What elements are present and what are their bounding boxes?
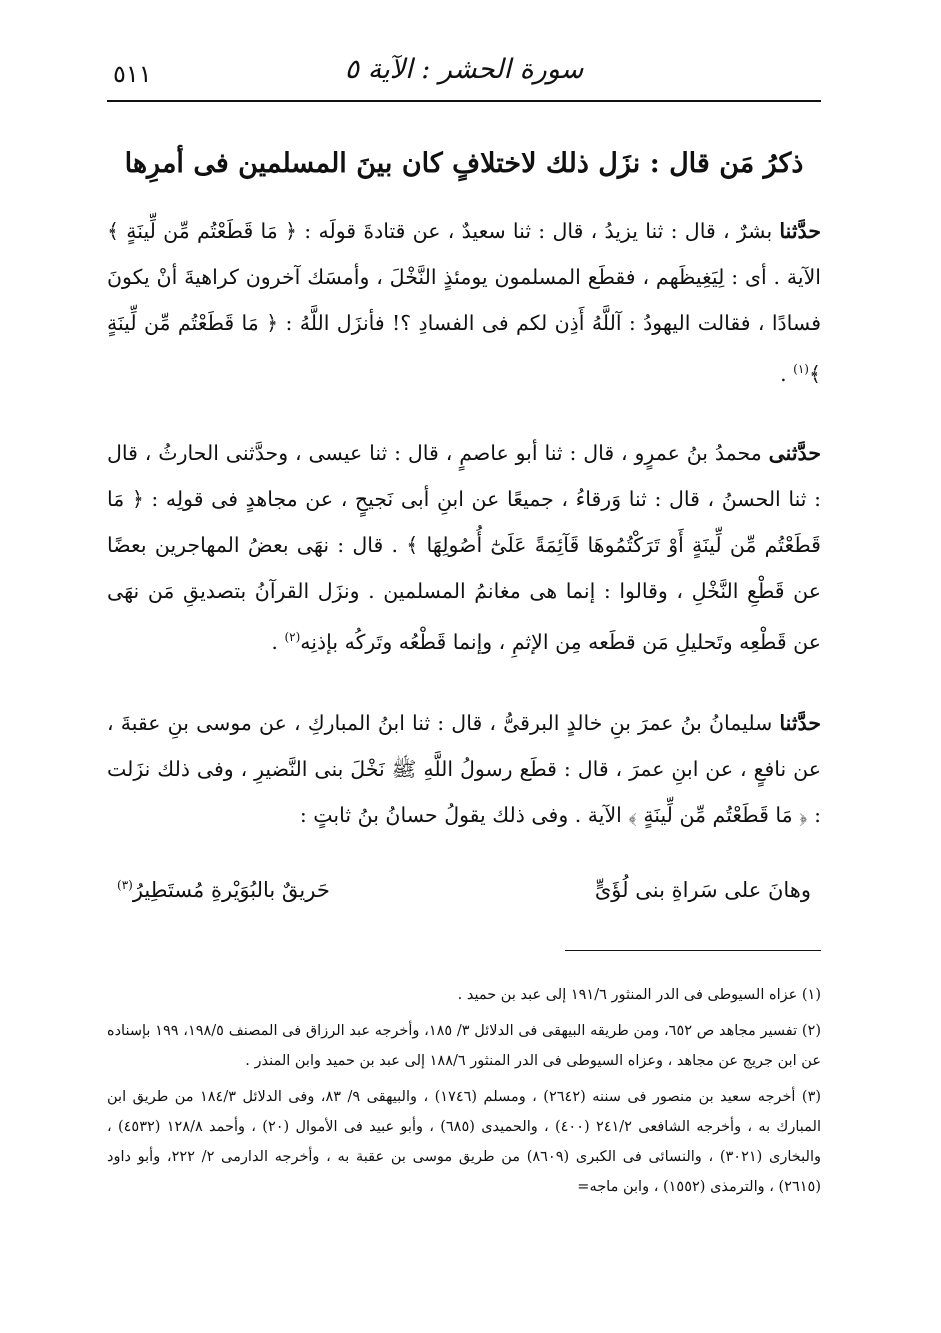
verse-hemistich-1: وهانَ على سَراةِ بنى لُؤَىٍّ xyxy=(594,878,811,902)
paragraph-3 xyxy=(107,700,821,838)
paragraph-lead: حدَّثنا xyxy=(779,711,821,735)
running-header xyxy=(107,40,821,102)
footnote-1: (١) عزاه السيوطى فى الدر المنثور ١٩١/٦ إلى عبد بن حميد . xyxy=(457,987,821,1003)
paragraph-text: محمدُ بنُ عمرٍو ، قال : ثنا أبو عاصمٍ ، قال : ثنا عيسى ، وحدَّثنى الحارثُ ، قال : ثنا الحسنُ ، قال : ثنا وَرقاءُ ، جميعًا عن ابنِ أبى نَجيحٍ ، عن مجاهدٍ فى قولِه : ﴿ مَا قَطَعْتُم مِّن لِّينَةٍ أَوْ تَرَكْتُمُوهَا قَآئِمَةً عَلَىٰٓ أُصُولِهَا ﴾ . قال : نهَى بعضُ المهاجرين بعضًا عن قَطْعِ النَّخْلِ ، وقالوا : إنما هى مغانمُ المسلمين . ونزَل القرآنُ بتصديقِ مَن نهَى عن قَطْعِه وتَحليلِ مَن قطَعه مِن الإثمِ ، وإنما قَطْعُه وتَركُه بإذنِه xyxy=(107,441,821,654)
paragraph-tail: . xyxy=(780,361,794,386)
running-title: سورة الحشر : الآية ٥ xyxy=(344,54,584,85)
footnote-2: (٢) تفسير مجاهد ص ٦٥٢، ومن طريقه البيهقى فى الدلائل ٣/ ١٨٥، وأخرجه عبد الرزاق فى المصنف ١٩٨/٥، ١٩٩ بإسناده عن ابن جريج عن مجاهد ، وعزاه السيوطى فى الدر المنثور ١٨٨/٦ إلى عبد بن حميد وابن المنذر . xyxy=(107,1023,821,1069)
paragraph-lead: حدَّثنى xyxy=(768,441,821,465)
verse-hemistich-2 xyxy=(117,878,330,902)
paragraph-text: سليمانُ بنُ عمرَ بنِ خالدٍ البرقىُّ ، قال : ثنا ابنُ المباركِ ، عن موسى بنِ عقبةَ ، عن نافعٍ ، عن ابنِ عمرَ ، قال : قطَع رسولُ اللَّهِ ﷺ نَخْلَ بنى النَّضيرِ ، وفى ذلك نزَلت : ﴿ مَا قَطَعْتُم مِّن لِّينَةٍ ﴾ الآية . وفى ذلك يقولُ حسانُ بنُ ثابتٍ : xyxy=(107,711,821,827)
footnotes xyxy=(107,980,821,1208)
footnote-ref-3[interactable]: (٣) xyxy=(117,878,133,892)
verse-hemistich-2-text: حَريقٌ بالبُوَيْرةِ مُستَطِيرُ xyxy=(132,878,330,902)
footnote-ref-1[interactable]: (١) xyxy=(793,362,809,376)
paragraph-tail: . xyxy=(271,629,285,654)
book-page xyxy=(107,40,821,1300)
page-number: ٥١١ xyxy=(113,60,152,88)
section-heading: ذكرُ مَن قال : نزَل ذلك لاختلافٍ كان بينَ المسلمين فى أمرِها xyxy=(124,148,804,179)
header-rule xyxy=(107,100,821,102)
paragraph-1 xyxy=(107,208,821,397)
paragraph-lead: حدَّثنا xyxy=(779,219,821,243)
paragraph-2 xyxy=(107,430,821,665)
footnote-ref-2[interactable]: (٢) xyxy=(284,630,301,644)
poetry-verse xyxy=(117,878,811,902)
paragraph-text: بشرٌ ، قال : ثنا يزيدُ ، قال : ثنا سعيدٌ ، عن قتادةَ قولَه : ﴿ مَا قَطَعْتُم مِّن لِّينَةٍ ﴾ الآية . أى : لِيَغِيظَهم ، فقطَع المسلمون يومئذٍ النَّخْلَ ، وأمسَك آخرون كراهيةَ أنْ يكونَ فسادًا ، فقالت اليهودُ : آللَّهُ أَذِن لكم فى الفسادِ ؟! فأنزَل اللَّهُ : ﴿ مَا قَطَعْتُم مِّن لِّينَةٍ ﴾ xyxy=(107,219,821,386)
footnote-separator xyxy=(565,950,821,951)
footnote-3: (٣) أخرجه سعيد بن منصور فى سننه (٢٦٤٢) ، ومسلم (١٧٤٦) ، والبيهقى ٩/ ٨٣، وفى الدلائل ١٨٤/٣ من طريق ابن المبارك به ، وأخرجه الشافعى ٢٤١/٢ (٤٠٠) ، والحميدى (٦٨٥) ، وأبو عبيد فى الأموال (٢٠) ، وأحمد ١٢٨/٨ (٤٥٣٢) ، والبخارى (٣٠٢١) ، والنسائى فى الكبرى (٨٦٠٩) من طريق موسى بن عقبة به ، وأخرجه الدارمى ٢/ ٢٢٢، وأبو داود (٢٦١٥) ، والترمذى (١٥٥٢) ، وابن ماجه= xyxy=(107,1089,822,1195)
